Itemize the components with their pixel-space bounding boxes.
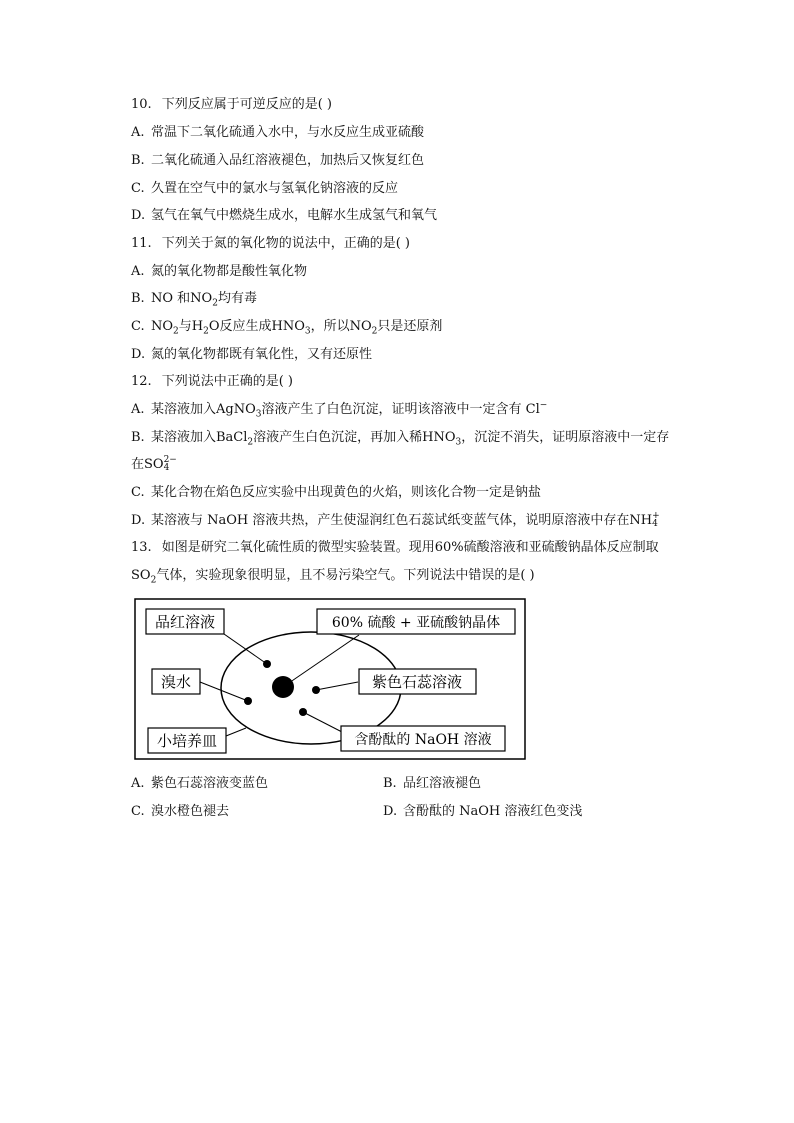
option-text: 只是还原剂: [377, 319, 443, 334]
option-text: 溴水橙色褪去: [151, 804, 230, 819]
subscript: 2: [173, 326, 179, 337]
q11-stem-text: 下列关于氮的氧化物的说法中，正确的是( ): [161, 236, 410, 251]
superscript: −: [539, 400, 548, 411]
option-text: 溶液产生了白色沉淀，证明该溶液中一定含有 Cl: [261, 402, 540, 417]
subscript: 4: [652, 519, 658, 529]
option-text: 常温下二氧化硫通入水中，与水反应生成亚硫酸: [151, 125, 425, 140]
label-dish: 小培养皿: [156, 732, 218, 750]
q10-option-c: [131, 180, 398, 198]
stem-text: 气体，实验现象很明显，且不易污染空气。下列说法中错误的是( ): [156, 568, 535, 583]
q12-option-d: [131, 512, 660, 530]
option-text: 溶液产生白色沉淀，再加入稀HNO: [253, 430, 456, 445]
q13-stem-text: 如图是研究二氧化硫性质的微型实验装置。现用60%硫酸溶液和亚硫酸钠晶体反应制取: [161, 540, 659, 555]
option-letter: D.: [131, 347, 146, 362]
option-text: NO 和NO: [151, 291, 213, 306]
label-litmus: 紫色石蕊溶液: [371, 673, 463, 691]
option-letter: B.: [131, 291, 145, 306]
option-letter: D.: [131, 208, 146, 223]
q12-stem-text: 下列说法中正确的是( ): [161, 374, 293, 389]
option-letter: A.: [131, 776, 145, 791]
option-text: 某溶液与 NaOH 溶液共热，产生使湿润红色石蕊试纸变蓝气体，说明原溶液中存在NH: [151, 513, 653, 528]
option-text: 与H: [178, 319, 204, 334]
sub-sup-stack: [652, 511, 660, 529]
option-text: 紫色石蕊溶液变蓝色: [151, 776, 269, 791]
option-letter: D.: [383, 804, 398, 819]
label-bromine: 溴水: [160, 673, 192, 691]
q10-option-d: [131, 207, 437, 225]
option-text: 氢气在氧气中燃烧生成水，电解水生成氢气和氧气: [151, 208, 438, 223]
superscript: +: [652, 511, 660, 521]
q10-option-b: [131, 152, 424, 170]
q13-number: 13.: [131, 540, 152, 555]
option-text: 氮的氧化物都既有氧化性，又有还原性: [151, 347, 373, 362]
option-letter: A.: [131, 402, 145, 417]
q10-stem-text: 下列反应属于可逆反应的是( ): [161, 97, 332, 112]
option-letter: C.: [131, 181, 145, 196]
subscript: 2: [212, 298, 218, 309]
option-letter: C.: [131, 804, 145, 819]
q13-option-a: [131, 775, 268, 793]
option-text: 含酚酞的 NaOH 溶液红色变浅: [403, 804, 583, 819]
q12-option-a: [131, 401, 547, 419]
q12-option-c: [131, 484, 541, 502]
option-text: 均有毒: [217, 291, 257, 306]
subscript: 3: [455, 437, 462, 448]
option-text: 在SO: [131, 457, 164, 472]
subscript: 2: [150, 575, 157, 586]
superscript: 2−: [163, 455, 177, 465]
option-letter: D.: [131, 513, 146, 528]
sub-sup-stack: [163, 455, 177, 473]
q13-option-b: [383, 775, 481, 793]
q10-option-a: [131, 124, 424, 142]
option-letter: A.: [131, 125, 145, 140]
option-letter: C.: [131, 485, 145, 500]
option-text: 二氧化硫通入品红溶液褪色，加热后又恢复红色: [151, 153, 425, 168]
option-text: 氮的氧化物都是酸性氧化物: [151, 264, 308, 279]
experiment-diagram: [134, 598, 526, 760]
q12-option-b: [131, 429, 669, 447]
option-text: NO: [151, 319, 174, 334]
option-letter: B.: [131, 430, 145, 445]
option-letter: B.: [131, 153, 145, 168]
stem-text: SO: [131, 568, 151, 583]
q11-option-d: [131, 346, 372, 364]
subscript: 2: [247, 437, 254, 448]
subscript: 3: [304, 326, 311, 337]
option-text: ，沉淀不消失，证明原溶液中一定存: [461, 430, 670, 445]
option-text: ，所以NO: [310, 319, 372, 334]
option-text: 久置在空气中的氯水与氢氧化钠溶液的反应: [151, 181, 399, 196]
q13-option-c: [131, 803, 229, 821]
label-naoh: 含酚酞的 NaOH 溶液: [354, 732, 492, 748]
label-acid: 60% 硫酸 + 亚硫酸钠晶体: [331, 615, 501, 631]
q12-stem: [131, 373, 293, 391]
q11-option-b: [131, 290, 257, 308]
q11-option-a: [131, 263, 307, 281]
option-text: 品红溶液褪色: [403, 776, 482, 791]
q13-stem-line2: [131, 567, 535, 585]
option-text: 某溶液加入AgNO: [151, 402, 256, 417]
option-text: O反应生成HNO: [208, 319, 305, 334]
subscript: 2: [203, 326, 209, 337]
subscript: 2: [371, 326, 378, 337]
q13-stem: [131, 539, 659, 557]
q12-number: 12.: [131, 374, 152, 389]
option-text: 某溶液加入BaCl: [151, 430, 248, 445]
q11-option-c: [131, 318, 442, 336]
q10-stem: [131, 96, 332, 114]
q12-option-b-line2: [131, 456, 176, 474]
option-letter: C.: [131, 319, 145, 334]
label-pinhong: 品红溶液: [154, 613, 216, 631]
option-letter: A.: [131, 264, 145, 279]
subscript: 4: [163, 463, 170, 473]
q11-number: 11.: [131, 236, 152, 251]
option-text: 某化合物在焰色反应实验中出现黄色的火焰，则该化合物一定是钠盐: [151, 485, 542, 500]
q13-option-d: [383, 803, 582, 821]
subscript: 3: [255, 409, 262, 420]
q11-stem: [131, 235, 410, 253]
option-letter: B.: [383, 776, 397, 791]
q10-number: 10.: [131, 97, 152, 112]
